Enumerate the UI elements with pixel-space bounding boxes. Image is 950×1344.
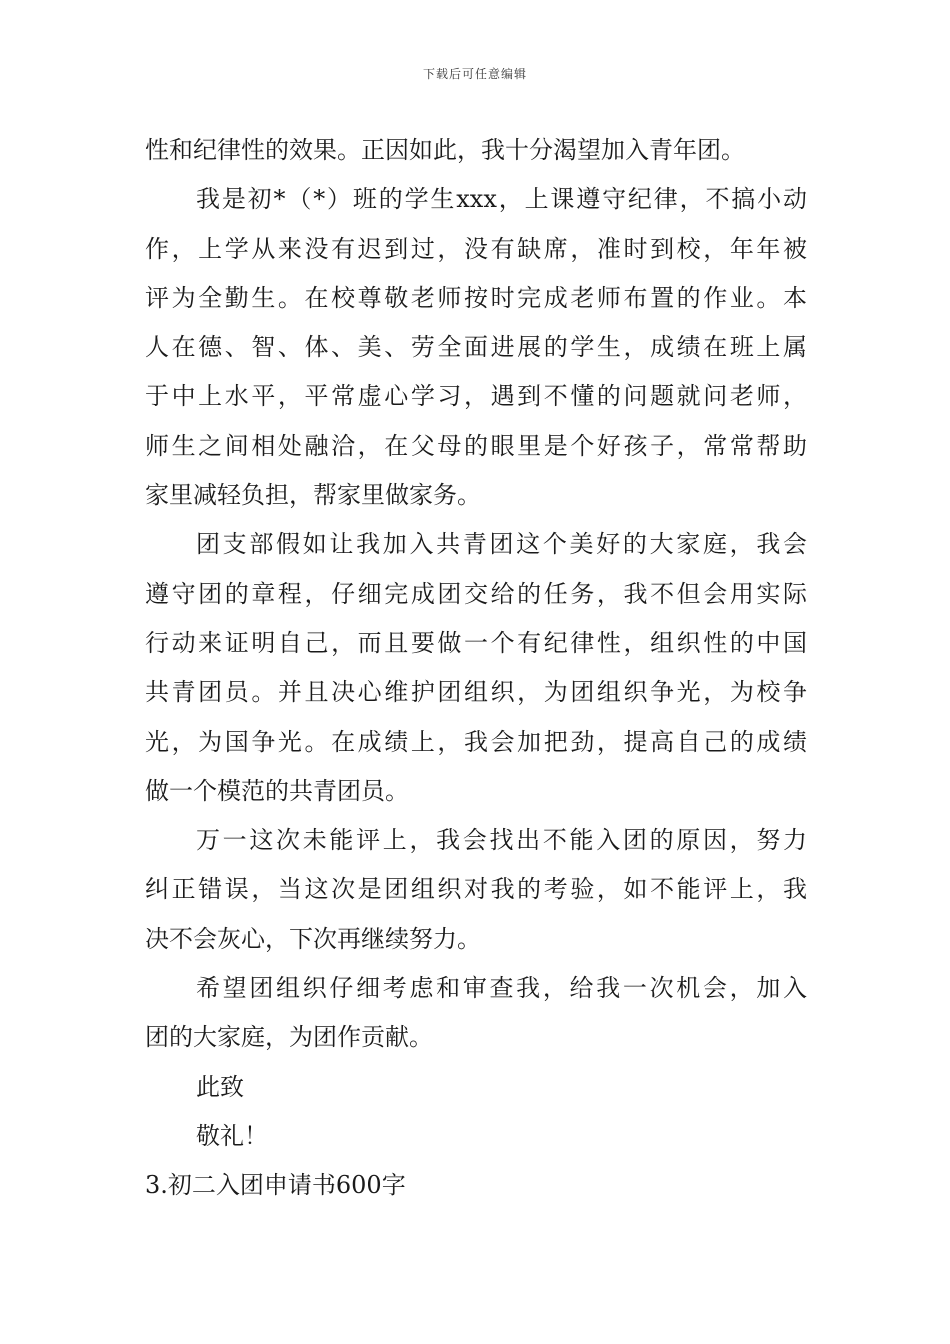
text-line: 万一这次未能评上，我会找出不能入团的原因，努力 <box>196 826 807 855</box>
text-line: 决不会灰心，下次再继续努力。 <box>145 924 481 953</box>
text-line: 行动来证明自己，而且要做一个有纪律性，组织性的中国 <box>145 628 807 657</box>
text-line: 纠正错误，当这次是团组织对我的考验，如不能评上，我 <box>145 875 807 904</box>
text-line: 团支部假如让我加入共青团这个美好的大家庭，我会 <box>196 530 807 559</box>
text-line: 团的大家庭，为团作贡献。 <box>145 1023 433 1052</box>
text-line: 共青团员。并且决心维护团组织，为团组织争光，为校争 <box>145 678 807 707</box>
closing-regards: 敬礼！ <box>196 1121 268 1150</box>
text-line: 光，为国争光。在成绩上，我会加把劲，提高自己的成绩 <box>145 727 807 756</box>
text-line: 家里减轻负担，帮家里做家务。 <box>145 481 481 510</box>
text-line: 希望团组织仔细考虑和审查我，给我一次机会，加入 <box>196 974 807 1003</box>
text-line: 我是初*（*）班的学生xxx，上课遵守纪律，不搞小动 <box>196 185 807 214</box>
section-heading: 3.初二入团申请书600字 <box>145 1171 406 1200</box>
text-line: 做一个模范的共青团员。 <box>145 776 409 805</box>
text-line: 性和纪律性的效果。正因如此，我十分渴望加入青年团。 <box>145 136 745 164</box>
text-line: 师生之间相处融洽，在父母的眼里是个好孩子，常常帮助 <box>145 431 807 460</box>
page-header-note: 下载后可任意编辑 <box>422 67 527 81</box>
text-line: 于中上水平，平常虚心学习，遇到不懂的问题就问老师， <box>145 382 807 411</box>
text-line: 评为全勤生。在校尊敬老师按时完成老师布置的作业。本 <box>145 283 807 312</box>
closing-salutation: 此致 <box>196 1072 244 1101</box>
document-body <box>145 126 807 1211</box>
text-line: 遵守团的章程，仔细完成团交给的任务，我不但会用实际 <box>145 579 807 608</box>
text-line: 作，上学从来没有迟到过，没有缺席，准时到校，年年被 <box>145 234 807 263</box>
text-line: 人在德、智、体、美、劳全面进展的学生，成绩在班上属 <box>145 333 807 362</box>
